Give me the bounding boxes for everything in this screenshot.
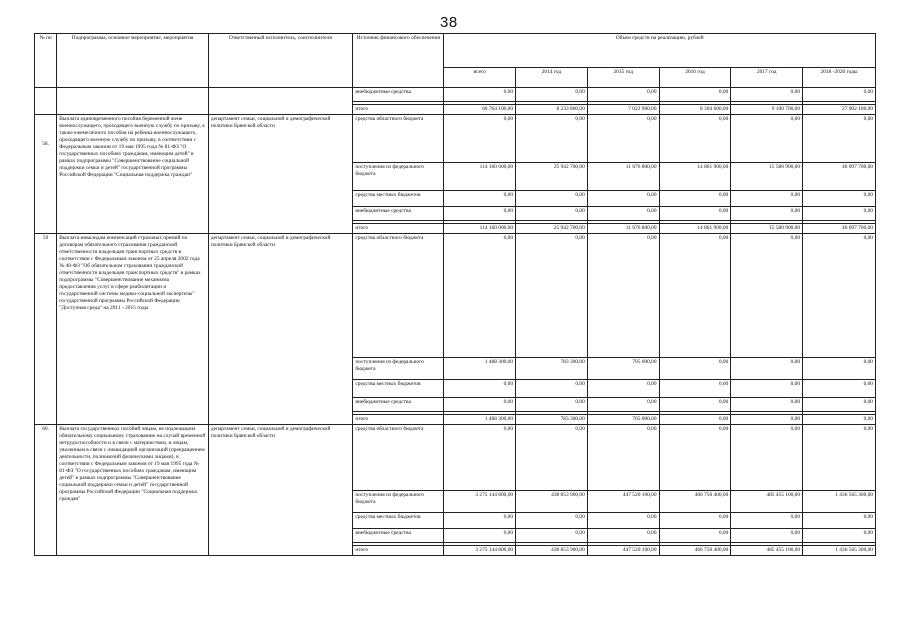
value-cell: 0,00 xyxy=(659,207,731,221)
value-cell: 8 233 800,00 xyxy=(516,105,588,115)
value-cell: 447 520 100,00 xyxy=(587,491,659,513)
value-cell: 0,00 xyxy=(731,358,803,380)
source-cell: внебюджетные средства xyxy=(353,529,444,543)
value-cell: 0,00 xyxy=(587,425,659,491)
table-row xyxy=(35,425,876,491)
page-number: 38 xyxy=(440,14,458,31)
value-cell: 0,00 xyxy=(587,88,659,102)
value-cell: 46 097 700,00 xyxy=(803,224,876,234)
value-cell: 783 300,00 xyxy=(516,415,588,425)
value-cell: 466 750 400,00 xyxy=(659,546,731,556)
value-cell: 0,00 xyxy=(803,88,876,102)
value-cell: 15 580 900,00 xyxy=(731,224,803,234)
value-cell: 0,00 xyxy=(731,415,803,425)
header-year: 2016 год xyxy=(659,68,731,88)
value-cell: 0,00 xyxy=(731,425,803,491)
value-cell: 3 275 144 800,00 xyxy=(444,491,516,513)
value-cell: 0,00 xyxy=(516,398,588,412)
value-cell: 0,00 xyxy=(803,207,876,221)
value-cell: 0,00 xyxy=(516,115,588,163)
value-cell: 0,00 xyxy=(587,115,659,163)
value-cell: 0,00 xyxy=(659,358,731,380)
value-cell: 0,00 xyxy=(587,234,659,358)
value-cell: 0,00 xyxy=(587,191,659,207)
value-cell: 0,00 xyxy=(659,380,731,398)
value-cell: 0,00 xyxy=(803,380,876,398)
value-cell: 0,00 xyxy=(444,207,516,221)
value-cell: 0,00 xyxy=(659,529,731,543)
source-cell: внебюджетные средства xyxy=(353,88,444,102)
program-name: Выплата единовременного пособия беременной жене военнослужащего, проходящего военную службу по призыву, а также ежемесячного пособия на ребенка военнослужащего, проходящего военную службу по призыву, в соответствии с Федеральным законом от 19 мая 1995 года № 81-ФЗ "О государственных пособиях гражданам, имеющим детей" в рамках подпрограммы "Совершенствование социальной поддержки семьи и детей" государственной программы Российской Федерации "Социальная поддержка граждан" xyxy=(57,115,209,234)
value-cell: 0,00 xyxy=(659,234,731,358)
row-number: 59 xyxy=(35,234,57,425)
source-cell: внебюджетные средства xyxy=(353,398,444,412)
value-cell: 25 942 700,00 xyxy=(516,163,588,191)
value-cell: 0,00 xyxy=(444,191,516,207)
header-volume: Объем средств на реализацию, рублей xyxy=(444,34,876,68)
program-name: Выплата государственных пособий лицам, не подлежащим обязательному социальному страхованию на случай временной нетрудоспособности и в связи с материнством, и лицам, уволенным в связи с ликвидацией организаций (прекращением деятельности, полномочий физическими лицами), в соответствии с Федеральным законом от 19 мая 1995 года № 81-ФЗ "О государственных пособиях гражданам, имеющим детей" в рамках подпрограммы "Совершенствование социальной поддержки семьи и детей" государственной программы Российской Федерации "Социальная поддержка граждан" xyxy=(57,425,209,556)
value-cell: 0,00 xyxy=(444,425,516,491)
header-year: 2014 год xyxy=(516,68,588,88)
value-cell: 705 000,00 xyxy=(587,358,659,380)
source-cell: итого xyxy=(353,546,444,556)
value-cell: 0,00 xyxy=(731,380,803,398)
value-cell: 0,00 xyxy=(516,513,588,529)
value-cell: 1 488 300,00 xyxy=(444,358,516,380)
value-cell: 0,00 xyxy=(516,380,588,398)
value-cell: 60 764 100,00 xyxy=(444,105,516,115)
value-cell: 705 000,00 xyxy=(587,415,659,425)
value-cell: 0,00 xyxy=(659,191,731,207)
value-cell: 0,00 xyxy=(516,207,588,221)
source-cell: средства местных бюджетов xyxy=(353,513,444,529)
value-cell: 15 580 900,00 xyxy=(731,163,803,191)
source-cell: итого xyxy=(353,105,444,115)
value-cell: 0,00 xyxy=(803,398,876,412)
value-cell: 25 942 700,00 xyxy=(516,224,588,234)
value-cell: 0,00 xyxy=(516,191,588,207)
value-cell: 0,00 xyxy=(444,88,516,102)
value-cell: 0,00 xyxy=(731,529,803,543)
value-cell: 0,00 xyxy=(516,88,588,102)
value-cell: 0,00 xyxy=(516,425,588,491)
value-cell: 783 300,00 xyxy=(516,358,588,380)
value-cell: 46 097 700,00 xyxy=(803,163,876,191)
value-cell: 0,00 xyxy=(803,513,876,529)
header-year: 2018 -2020 годы xyxy=(803,68,876,88)
value-cell: 0,00 xyxy=(731,88,803,102)
value-cell: 0,00 xyxy=(803,115,876,163)
value-cell: 9 100 700,00 xyxy=(731,105,803,115)
value-cell: 0,00 xyxy=(731,513,803,529)
value-cell: 114 160 000,00 xyxy=(444,163,516,191)
value-cell: 0,00 xyxy=(659,415,731,425)
value-cell: 0,00 xyxy=(587,529,659,543)
value-cell: 7 022 900,00 xyxy=(587,105,659,115)
value-cell: 1 488 300,00 xyxy=(444,415,516,425)
value-cell: 0,00 xyxy=(587,207,659,221)
value-cell: 438 853 900,00 xyxy=(516,546,588,556)
value-cell: 8 304 600,00 xyxy=(659,105,731,115)
value-cell: 0,00 xyxy=(803,425,876,491)
value-cell: 0,00 xyxy=(803,529,876,543)
value-cell: 14 861 900,00 xyxy=(659,163,731,191)
value-cell: 1 436 565 300,00 xyxy=(803,491,876,513)
header-year: 2017 год xyxy=(731,68,803,88)
header-no: № пп xyxy=(35,34,57,88)
source-cell: средства областного бюджета xyxy=(353,425,444,491)
source-cell: итого xyxy=(353,415,444,425)
source-cell: поступления из федерального бюджета xyxy=(353,491,444,513)
header-year: всего xyxy=(444,68,516,88)
value-cell: 466 750 400,00 xyxy=(659,491,731,513)
value-cell: 14 861 900,00 xyxy=(659,224,731,234)
executor-cell xyxy=(208,88,353,115)
header-program: Подпрограмма, основное мероприятие, мероприятия xyxy=(57,34,209,88)
source-cell: внебюджетные средства xyxy=(353,207,444,221)
header-year: 2015 год xyxy=(587,68,659,88)
value-cell: 0,00 xyxy=(587,398,659,412)
program-name-cell xyxy=(57,88,209,115)
value-cell: 485 455 100,00 xyxy=(731,546,803,556)
value-cell: 0,00 xyxy=(803,234,876,358)
value-cell: 438 853 900,00 xyxy=(516,491,588,513)
value-cell: 0,00 xyxy=(731,207,803,221)
value-cell: 0,00 xyxy=(659,115,731,163)
value-cell: 0,00 xyxy=(516,234,588,358)
executor-name: департамент семьи, социальной и демографической политики Брянской области xyxy=(208,115,353,234)
value-cell: 0,00 xyxy=(659,425,731,491)
source-cell: средства местных бюджетов xyxy=(353,380,444,398)
value-cell: 447 520 100,00 xyxy=(587,546,659,556)
value-cell: 0,00 xyxy=(659,88,731,102)
value-cell: 0,00 xyxy=(444,529,516,543)
program-name: Выплата инвалидам компенсаций страховых премий по договорам обязательного страхования гражданской ответственности владельцев транспортных средств в соответствии с Федеральным законом от 25 апреля 2002 года № 40-ФЗ "Об обязательном страховании гражданской ответственности владельцев транспортных средств" в рамках подпрограммы "Совершенствование механизма предоставления услуг в сфере реабилитации и государственной системы медико-социальной экспертизы" государственной программы Российской Федерации "Доступная среда" на 2011 - 2015 годы xyxy=(57,234,209,425)
value-cell: 114 160 000,00 xyxy=(444,224,516,234)
value-cell: 0,00 xyxy=(731,115,803,163)
value-cell: 0,00 xyxy=(731,191,803,207)
value-cell: 11 676 800,00 xyxy=(587,224,659,234)
value-cell: 3 275 144 800,00 xyxy=(444,546,516,556)
value-cell: 0,00 xyxy=(731,398,803,412)
value-cell: 0,00 xyxy=(587,513,659,529)
source-cell: средства областного бюджета xyxy=(353,115,444,163)
financing-table xyxy=(34,33,876,556)
header-executor: Ответственный исполнитель, соисполнители xyxy=(208,34,353,88)
value-cell: 0,00 xyxy=(731,234,803,358)
value-cell: 485 455 100,00 xyxy=(731,491,803,513)
value-cell: 0,00 xyxy=(516,529,588,543)
table-body xyxy=(35,88,876,556)
value-cell: 0,00 xyxy=(587,380,659,398)
row-number: 60. xyxy=(35,425,57,556)
value-cell: 0,00 xyxy=(444,234,516,358)
value-cell: 0,00 xyxy=(444,115,516,163)
value-cell: 1 436 565 300,00 xyxy=(803,546,876,556)
source-cell: поступления из федерального бюджета xyxy=(353,358,444,380)
value-cell: 0,00 xyxy=(659,398,731,412)
executor-name: департамент семьи, социальной и демографической политики Брянской области xyxy=(208,425,353,556)
value-cell: 0,00 xyxy=(803,358,876,380)
row-number: 58. xyxy=(35,115,57,234)
value-cell: 27 902 100,00 xyxy=(803,105,876,115)
source-cell: средства местных бюджетов xyxy=(353,191,444,207)
row-number-cell xyxy=(35,88,57,115)
value-cell: 0,00 xyxy=(659,513,731,529)
value-cell: 0,00 xyxy=(803,415,876,425)
source-cell: средства областного бюджета xyxy=(353,234,444,358)
value-cell: 0,00 xyxy=(444,398,516,412)
value-cell: 0,00 xyxy=(803,191,876,207)
executor-name: департамент семьи, социальной и демографической политики Брянской области xyxy=(208,234,353,425)
table-row xyxy=(35,115,876,163)
table-row xyxy=(35,88,876,102)
source-cell: поступления из федерального бюджета xyxy=(353,163,444,191)
value-cell: 11 676 800,00 xyxy=(587,163,659,191)
header-source: Источник финансового обеспечения xyxy=(353,34,444,88)
table-row xyxy=(35,234,876,358)
source-cell: итого xyxy=(353,224,444,234)
value-cell: 0,00 xyxy=(444,513,516,529)
value-cell: 0,00 xyxy=(444,380,516,398)
